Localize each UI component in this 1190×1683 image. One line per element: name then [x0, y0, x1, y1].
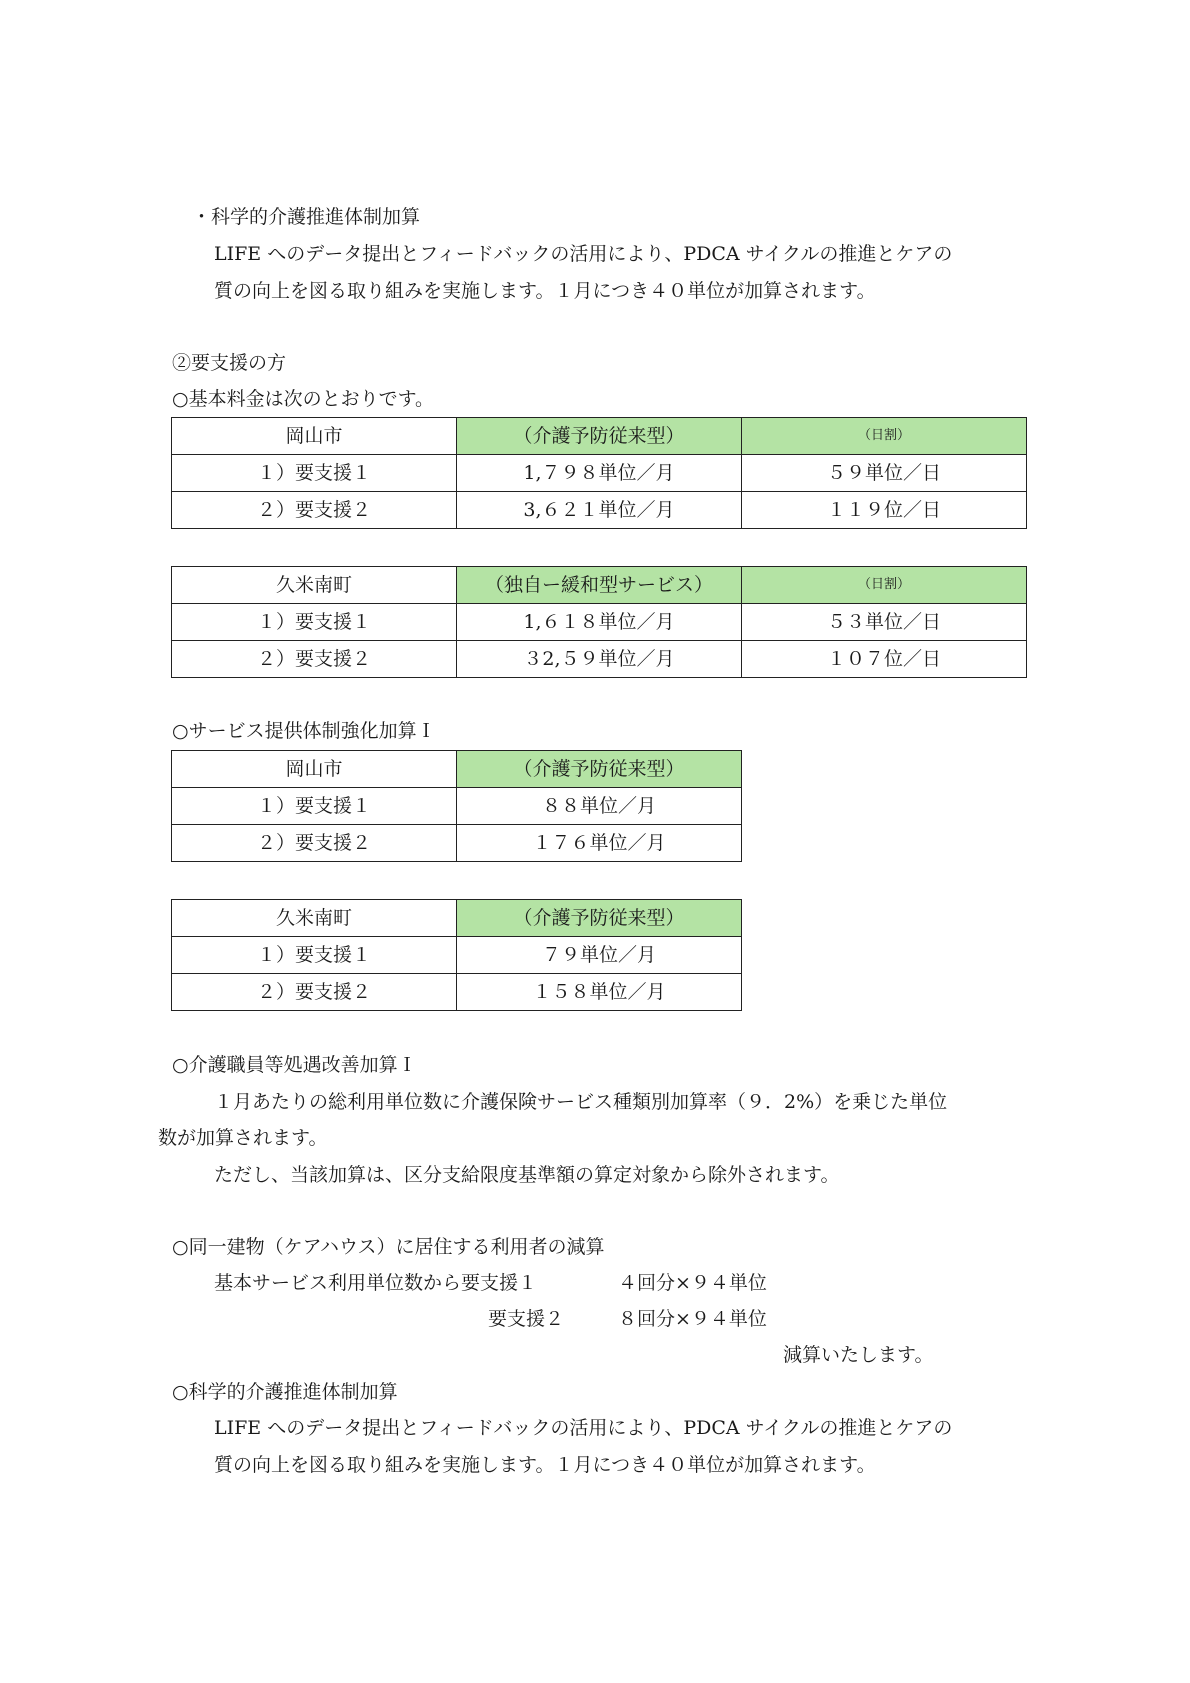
table-header-cell: 久米南町 — [172, 567, 457, 604]
shogu-line3: ただし、当該加算は、区分支給限度基準額の算定対象から除外されます。 — [214, 1164, 840, 1186]
table-header-cell: 岡山市 — [172, 418, 457, 455]
genzan-closing: 減算いたします。 — [783, 1344, 934, 1366]
section-last-line2: 質の向上を図る取り組みを実施します。１月につき４０単位が加算されます。 — [214, 1454, 876, 1476]
table-cell: １）要支援１ — [172, 455, 457, 492]
table-cell: ７９単位／月 — [457, 937, 742, 974]
table-cell: ８８単位／月 — [457, 788, 742, 825]
genzan-row1-value: ４回分×９４単位 — [618, 1272, 767, 1294]
table-header-cell: 久米南町 — [172, 900, 457, 937]
table-cell: ２）要支援２ — [172, 825, 457, 862]
table-cell: １５８単位／月 — [457, 974, 742, 1011]
table-cell: １）要支援１ — [172, 937, 457, 974]
table-cell: 3,６２１単位／月 — [457, 492, 742, 529]
table-cell: 1,７９８単位／月 — [457, 455, 742, 492]
table-row — [172, 825, 742, 862]
section-last-line1: LIFE へのデータ提出とフィードバックの活用により、PDCA サイクルの推進とケアの — [214, 1417, 953, 1439]
service-table-okayama — [171, 750, 742, 862]
table-cell: １０７位／日 — [742, 641, 1027, 678]
table-cell: ５９単位／日 — [742, 455, 1027, 492]
table-cell: ２）要支援２ — [172, 492, 457, 529]
table-row — [172, 788, 742, 825]
shogu-heading: ○介護職員等処遇改善加算Ｉ — [172, 1054, 417, 1076]
table-header-row — [172, 900, 742, 937]
basic-fee-table-kume — [171, 566, 1027, 678]
genzan-heading: ○同一建物（ケアハウス）に居住する利用者の減算 — [172, 1236, 605, 1258]
table-header-cell: （介護予防従来型） — [457, 418, 742, 455]
table-row — [172, 974, 742, 1011]
table-row — [172, 492, 1027, 529]
table-header-row — [172, 567, 1027, 604]
table-header-cell: 岡山市 — [172, 751, 457, 788]
table-header-row — [172, 751, 742, 788]
table-header-cell: （介護予防従来型） — [457, 751, 742, 788]
youshien-heading: ②要支援の方 — [172, 352, 287, 374]
table-cell: １１９位／日 — [742, 492, 1027, 529]
shogu-line2: 数が加算されます。 — [158, 1127, 328, 1149]
table-header-cell: （介護予防従来型） — [457, 900, 742, 937]
table-header-cell: （独自ー緩和型サービス） — [457, 567, 742, 604]
table-cell: １）要支援１ — [172, 788, 457, 825]
section1-line1: LIFE へのデータ提出とフィードバックの活用により、PDCA サイクルの推進とケアの — [214, 243, 953, 265]
table-cell: 1,６１８単位／月 — [457, 604, 742, 641]
basic-fee-heading: ○基本料金は次のとおりです。 — [172, 388, 435, 410]
section1-title: ・科学的介護推進体制加算 — [192, 206, 421, 228]
table-cell: ５３単位／日 — [742, 604, 1027, 641]
table-row — [172, 937, 742, 974]
genzan-row2-value: ８回分×９４単位 — [618, 1308, 767, 1330]
table-header-cell: （日割） — [742, 418, 1027, 455]
table-cell: １）要支援１ — [172, 604, 457, 641]
table-cell: ３2,５９単位／月 — [457, 641, 742, 678]
service-table-kume — [171, 899, 742, 1011]
table-header-cell: （日割） — [742, 567, 1027, 604]
section-last-title: ○科学的介護推進体制加算 — [172, 1381, 398, 1403]
table-cell: ２）要支援２ — [172, 974, 457, 1011]
table-cell: ２）要支援２ — [172, 641, 457, 678]
table-header-row — [172, 418, 1027, 455]
table-cell: １７６単位／月 — [457, 825, 742, 862]
section1-line2: 質の向上を図る取り組みを実施します。１月につき４０単位が加算されます。 — [214, 280, 876, 302]
shogu-line1: １月あたりの総利用単位数に介護保険サービス種類別加算率（９．2%）を乗じた単位 — [214, 1091, 948, 1113]
genzan-row2-label: 要支援２ — [488, 1308, 565, 1330]
basic-fee-table-okayama — [171, 417, 1027, 529]
service-heading: ○サービス提供体制強化加算Ｉ — [172, 720, 436, 742]
genzan-row1-label: 基本サービス利用単位数から要支援１ — [214, 1272, 538, 1294]
table-row — [172, 641, 1027, 678]
table-row — [172, 604, 1027, 641]
table-row — [172, 455, 1027, 492]
